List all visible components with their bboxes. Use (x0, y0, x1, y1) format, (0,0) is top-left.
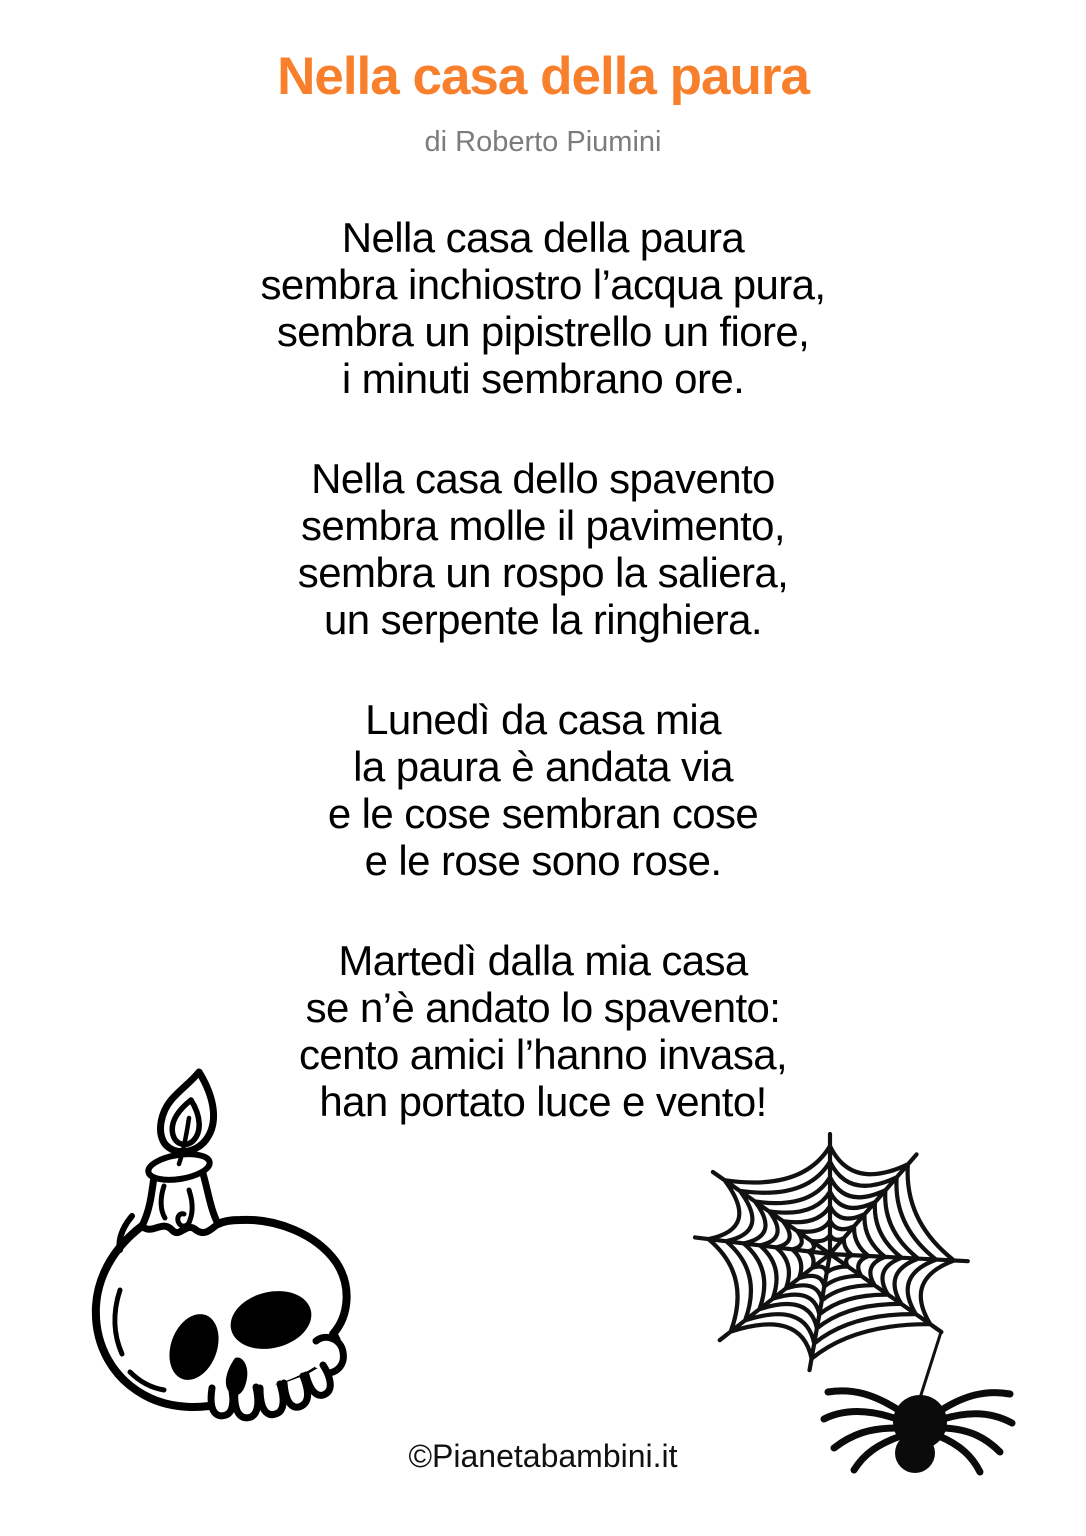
poem-stanza (0, 214, 1086, 402)
web-strands (695, 1134, 968, 1370)
poem-line: se n’è andato lo spavento: (305, 984, 781, 1031)
page-title: Nella casa della paura (277, 47, 809, 106)
poem-line: Nella casa della paura (341, 214, 745, 261)
spider-thread-line (920, 1332, 941, 1398)
poem-line: Nella casa dello spavento (311, 455, 775, 502)
poem-line: sembra un pipistrello un fiore, (276, 308, 810, 355)
poem-stanza (0, 455, 1086, 643)
poem-line: e le rose sono rose. (364, 837, 722, 884)
poem-line: sembra un rospo la saliera, (297, 549, 789, 596)
poem-line: sembra molle il pavimento, (301, 502, 785, 549)
poem-line: han portato luce e vento! (319, 1078, 767, 1125)
poem-line: i minuti sembrano ore. (341, 355, 745, 402)
author-subtitle: di Roberto Piumini (424, 126, 662, 158)
skull-candle-icon (72, 1058, 362, 1428)
poem-line: sembra inchiostro l’acqua pura, (260, 261, 826, 308)
poem-line: e le cose sembran cose (327, 790, 759, 837)
poem-line: Lunedì da casa mia (365, 696, 721, 743)
poem-stanza (0, 696, 1086, 884)
poem-line: un serpente la ringhiera. (324, 596, 762, 643)
site-credit: ©Pianetabambini.it (408, 1438, 678, 1474)
poem-body (0, 214, 1086, 1178)
poem-line: cento amici l’hanno invasa, (298, 1031, 788, 1078)
poem-line: Martedì dalla mia casa (338, 937, 748, 984)
poem-line: la paura è andata via (353, 743, 733, 790)
